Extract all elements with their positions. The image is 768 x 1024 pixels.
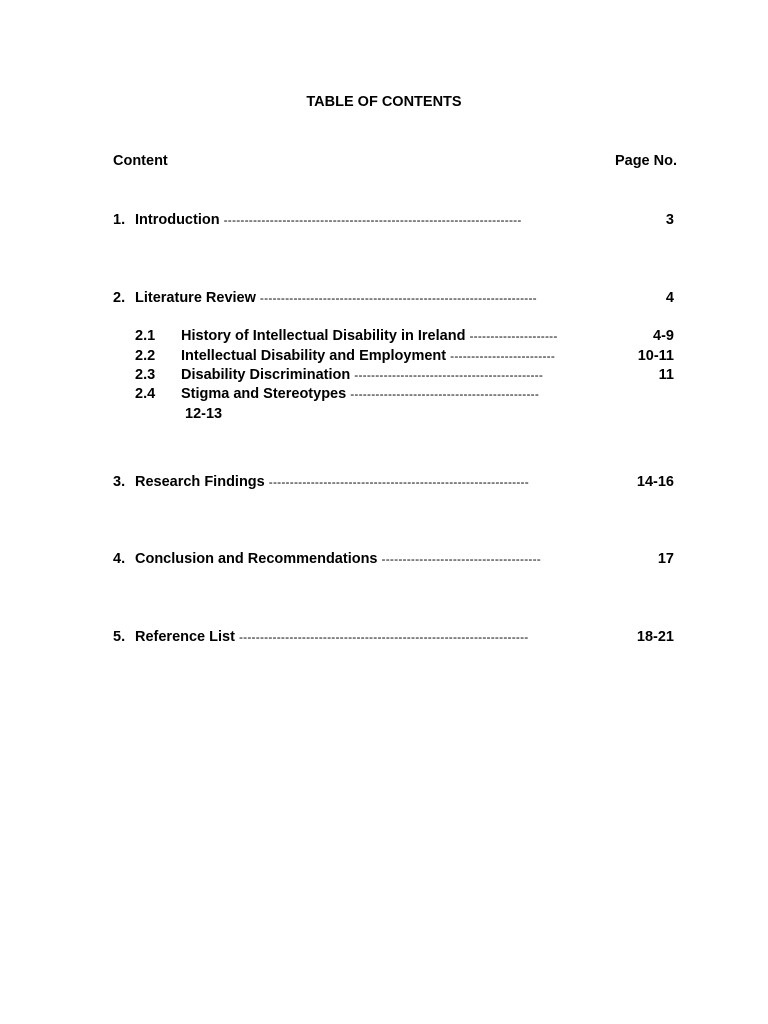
page-number-column-header: Page No. [614, 153, 677, 169]
subentry-number: 2.4 [135, 386, 156, 402]
entry-title: Literature Review [135, 290, 256, 306]
subentry-label [181, 385, 539, 403]
entry-number: 3. [113, 474, 126, 490]
entry-page-number: 17 [657, 551, 674, 567]
subentry-page-number: 11 [658, 367, 674, 383]
dot-leader: ------------------------------------------------------------------ [259, 291, 537, 305]
entry-label [135, 550, 541, 568]
entry-page-number: 4 [665, 290, 674, 306]
subentry-number: 2.1 [135, 328, 156, 344]
subentry-page-number: 12-13 [185, 406, 223, 422]
entry-title: Introduction [135, 212, 220, 228]
entry-number: 5. [113, 629, 126, 645]
dot-leader: ----------------------------------------------------------------------- [223, 213, 522, 227]
entry-page-number: 18-21 [636, 629, 674, 645]
entry-number: 4. [113, 551, 126, 567]
subentry-number: 2.2 [135, 348, 156, 364]
content-column-header: Content [113, 153, 168, 169]
subentry-page-number: 10-11 [637, 348, 674, 364]
dot-leader: -------------------------------------------------------------- [268, 475, 529, 489]
subentry-page-number: 4-9 [653, 328, 674, 344]
entry-number: 1. [113, 212, 126, 228]
dot-leader: -------------------------------------- [381, 552, 541, 566]
entry-title: Conclusion and Recommendations [135, 551, 378, 567]
subentry-title: Disability Discrimination [181, 367, 351, 383]
subentry-label [181, 347, 555, 365]
entry-label [135, 211, 522, 229]
subentry-title: Stigma and Stereotypes [181, 386, 347, 402]
entry-label [135, 473, 529, 491]
dot-leader: --------------------- [469, 329, 558, 343]
subentry-label [181, 327, 558, 345]
dot-leader: ------------------------- [450, 349, 556, 363]
entry-page-number: 14-16 [636, 474, 674, 490]
dot-leader: --------------------------------------------- [354, 368, 544, 382]
entry-label [135, 289, 537, 307]
dot-leader: --------------------------------------------------------------------- [238, 630, 529, 644]
entry-label [135, 628, 529, 646]
subentry-label [181, 366, 543, 384]
subentry-number: 2.3 [135, 367, 156, 383]
entry-title: Research Findings [135, 474, 265, 490]
subentry-title: Intellectual Disability and Employment [181, 348, 447, 364]
subentry-title: History of Intellectual Disability in Ireland [181, 328, 466, 344]
page-title: TABLE OF CONTENTS [306, 94, 462, 110]
dot-leader: --------------------------------------------- [350, 387, 540, 401]
entry-number: 2. [113, 290, 126, 306]
entry-page-number: 3 [665, 212, 674, 228]
entry-title: Reference List [135, 629, 235, 645]
